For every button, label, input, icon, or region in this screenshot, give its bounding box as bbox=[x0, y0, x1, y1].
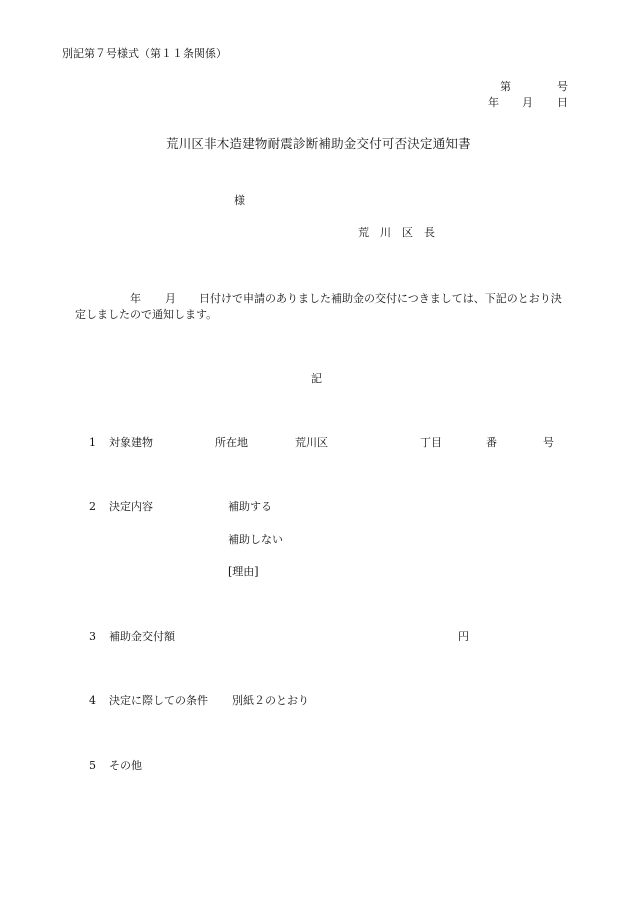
item2-option-yes: 補助する bbox=[228, 500, 272, 513]
item1-chome: 丁目 bbox=[420, 436, 442, 449]
item5-label: その他 bbox=[109, 759, 142, 772]
addressee-suffix: 様 bbox=[234, 194, 245, 207]
number-suffix: 号 bbox=[557, 80, 568, 93]
item1-ward: 荒川区 bbox=[295, 436, 328, 449]
document-title: 荒川区非木造建物耐震診断補助金交付可否決定通知書 bbox=[166, 136, 471, 151]
item1-label: 対象建物 bbox=[109, 436, 153, 449]
intro-line2: 定しましたので通知します。 bbox=[75, 308, 218, 321]
date-year: 年 bbox=[488, 96, 499, 109]
item3-unit: 円 bbox=[458, 630, 469, 643]
item4-value: 別紙２のとおり bbox=[232, 694, 309, 707]
item4-number: 4 bbox=[89, 694, 96, 707]
date-day: 日 bbox=[557, 96, 568, 109]
item2-reason: [理由] bbox=[228, 565, 259, 578]
item2-number: 2 bbox=[89, 500, 96, 513]
ki-heading: 記 bbox=[311, 372, 322, 385]
item4-label: 決定に際しての条件 bbox=[109, 694, 208, 707]
intro-year: 年 bbox=[130, 292, 141, 305]
issuer: 荒 川 区 長 bbox=[358, 226, 435, 239]
item2-label: 決定内容 bbox=[109, 500, 153, 513]
date-month: 月 bbox=[522, 96, 533, 109]
intro-line1: 日付けで申請のありました補助金の交付につきましては、下記のとおり決 bbox=[199, 292, 562, 305]
item5-number: 5 bbox=[89, 759, 96, 772]
item1-go: 号 bbox=[543, 436, 554, 449]
item3-number: 3 bbox=[89, 630, 96, 643]
item1-number: 1 bbox=[89, 436, 96, 449]
intro-month: 月 bbox=[165, 292, 176, 305]
form-label: 別記第７号様式（第１１条関係） bbox=[62, 47, 227, 60]
number-prefix: 第 bbox=[500, 80, 511, 93]
item3-label: 補助金交付額 bbox=[109, 630, 175, 643]
item1-location-label: 所在地 bbox=[215, 436, 248, 449]
item1-ban: 番 bbox=[486, 436, 497, 449]
item2-option-no: 補助しない bbox=[228, 533, 283, 546]
